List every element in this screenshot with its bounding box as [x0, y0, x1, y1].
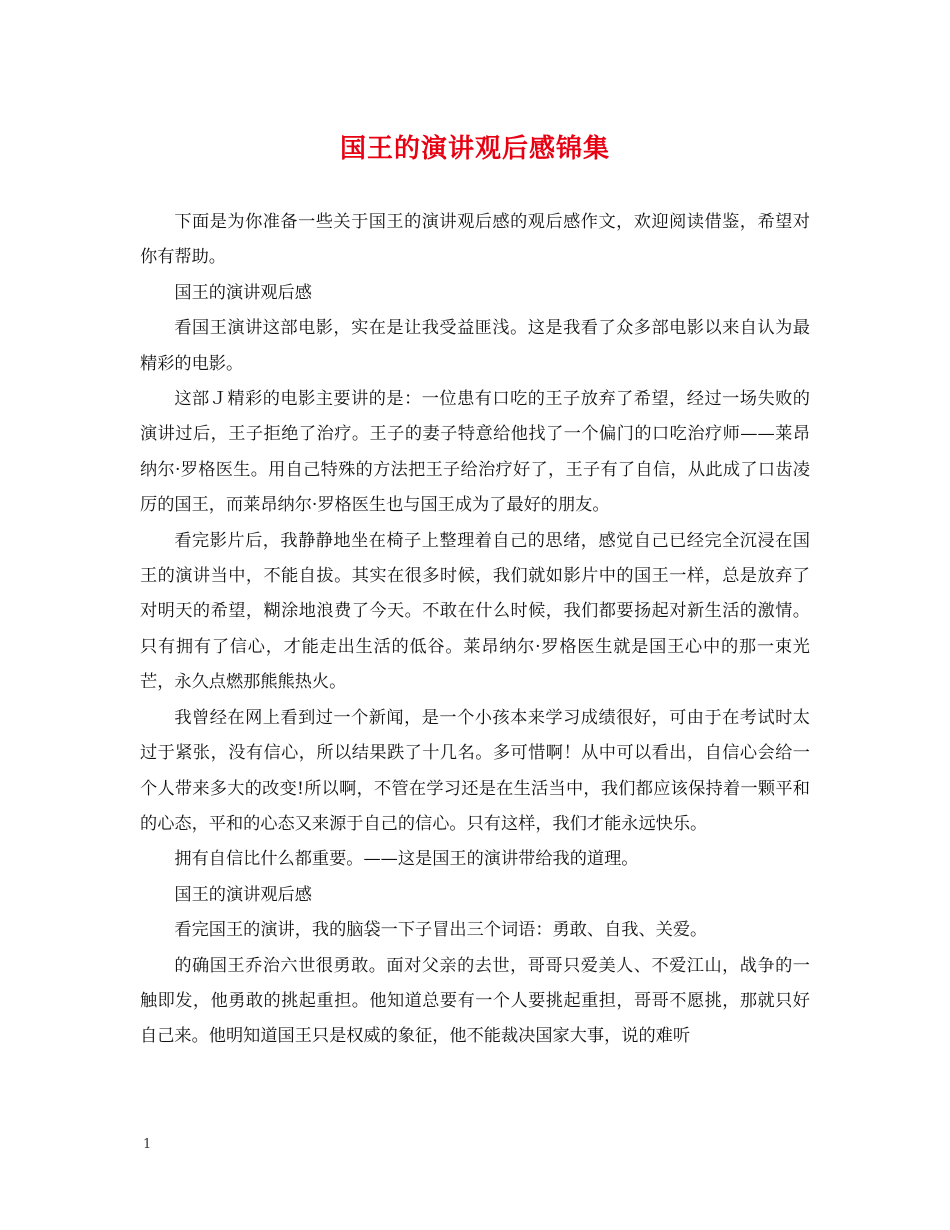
paragraph: 看完国王的演讲，我的脑袋一下子冒出三个词语：勇敢、自我、关爱。 [174, 920, 708, 941]
paragraph: 的确国王乔治六世很勇敢。面对父亲的去世，哥哥只爱美人、不爱江山，战争的一触即发，他勇敢的挑起重担。他知道总要有一个人要挑起重担，哥哥不愿挑，那就只好自己来。他明知道国王只是权威的象征，他不能裁决国家大事，说的难听 [140, 955, 810, 1047]
paragraph: 这部Ｊ精彩的电影主要讲的是：一位患有口吃的王子放弃了希望，经过一场失败的演讲过后，王子拒绝了治疗。王子的妻子特意给他找了一个偏门的口吃治疗师——莱昂纳尔·罗格医生。用自己特殊的方法把王子给治疗好了，王子有了自信，从此成了口齿凌厉的国王，而莱昂纳尔·罗格医生也与国王成为了最好的朋友。 [140, 389, 810, 516]
paragraph: 看国王演讲这部电影，实在是让我受益匪浅。这是我看了众多部电影以来自认为最精彩的电影。 [140, 318, 810, 374]
paragraph: 下面是为你准备一些关于国王的演讲观后感的观后感作文，欢迎阅读借鉴，希望对你有帮助。 [140, 212, 810, 268]
document-body [140, 205, 810, 1055]
page-number: 1 [143, 1137, 152, 1152]
paragraph: 我曾经在网上看到过一个新闻，是一个小孩本来学习成绩很好，可由于在考试时太过于紧张，没有信心，所以结果跌了十几名。多可惜啊！从中可以看出，自信心会给一个人带来多大的改变!所以啊，不管在学习还是在生活当中，我们都应该保持着一颗平和的心态，平和的心态又来源于自己的信心。只有这样，我们才能永远快乐。 [140, 707, 810, 834]
section-heading: 国王的演讲观后感 [174, 282, 312, 303]
document-title: 国王的演讲观后感锦集 [339, 134, 610, 164]
section-heading: 国王的演讲观后感 [174, 884, 312, 905]
paragraph: 看完影片后，我静静地坐在椅子上整理着自己的思绪，感觉自己已经完全沉浸在国王的演讲当中，不能自拔。其实在很多时候，我们就如影片中的国王一样，总是放弃了对明天的希望，糊涂地浪费了今天。不敢在什么时候，我们都要扬起对新生活的激情。只有拥有了信心，才能走出生活的低谷。莱昂纳尔·罗格医生就是国王心中的那一束光芒，永久点燃那熊熊热火。 [140, 530, 810, 693]
paragraph: 拥有自信比什么都重要。——这是国王的演讲带给我的道理。 [174, 849, 639, 870]
